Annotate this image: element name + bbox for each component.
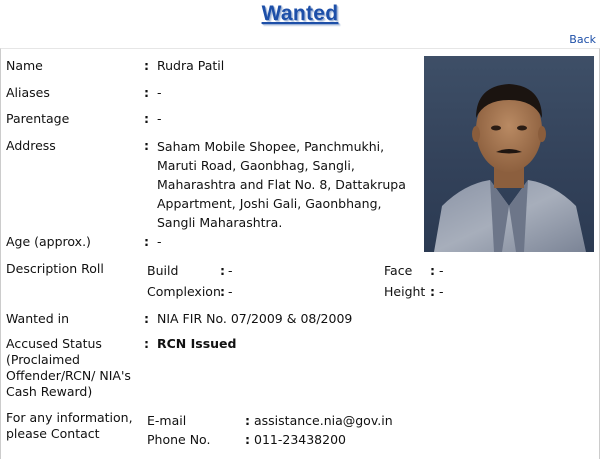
- face-label: Face: [384, 263, 413, 278]
- wanted-in-label: Wanted in: [6, 311, 70, 326]
- contact-label-line: please Contact: [6, 426, 100, 441]
- colon: :: [144, 311, 149, 326]
- page-title: Wanted: [261, 2, 339, 25]
- address-line: Saham Mobile Shopee, Panchmukhi,: [157, 139, 385, 154]
- build-value: -: [228, 263, 233, 278]
- address-line: Maruti Road, Gaonbhag, Sangli,: [157, 158, 355, 173]
- address-line: Maharashtra and Flat No. 8, Dattakrupa: [157, 177, 406, 192]
- address-line: Sangli Maharashtra.: [157, 215, 283, 230]
- face-value: -: [439, 263, 444, 278]
- description-label: Description Roll: [6, 261, 104, 276]
- colon: :: [245, 413, 250, 428]
- phone-value: 011-23438200: [254, 432, 346, 447]
- contact-label: [6, 410, 133, 442]
- status-label-line: Offender/RCN/ NIA's: [6, 368, 131, 383]
- colon: :: [144, 58, 149, 73]
- colon: :: [220, 263, 225, 278]
- parentage-label: Parentage: [6, 111, 70, 126]
- age-label: Age (approx.): [6, 234, 91, 249]
- build-label: Build: [147, 263, 179, 278]
- colon: :: [144, 138, 149, 153]
- parentage-value: -: [157, 111, 162, 126]
- colon: :: [144, 234, 149, 249]
- complexion-value: -: [228, 284, 233, 299]
- aliases-label: Aliases: [6, 85, 50, 100]
- colon: :: [144, 85, 149, 100]
- colon: :: [430, 263, 435, 278]
- status-label: [6, 336, 131, 400]
- address-line: Appartment, Joshi Gali, Gaonbhang,: [157, 196, 382, 211]
- status-value: RCN Issued: [157, 336, 237, 351]
- phone-label: Phone No.: [147, 432, 211, 447]
- address-label: Address: [6, 138, 56, 153]
- person-photo-icon: [424, 56, 594, 252]
- colon: :: [144, 336, 149, 351]
- status-label-line: Cash Reward): [6, 384, 93, 399]
- colon: :: [144, 111, 149, 126]
- colon: :: [245, 432, 250, 447]
- height-label: Height: [384, 284, 426, 299]
- status-label-line: Accused Status: [6, 336, 102, 351]
- age-value: -: [157, 234, 162, 249]
- contact-label-line: For any information,: [6, 410, 133, 425]
- email-label: E-mail: [147, 413, 187, 428]
- back-link[interactable]: Back: [569, 33, 596, 46]
- colon: :: [220, 284, 225, 299]
- name-label: Name: [6, 58, 43, 73]
- email-value[interactable]: assistance.nia@gov.in: [254, 413, 393, 428]
- wanted-in-value: NIA FIR No. 07/2009 & 08/2009: [157, 311, 353, 326]
- status-label-line: (Proclaimed: [6, 352, 80, 367]
- aliases-value: -: [157, 85, 162, 100]
- person-photo: [424, 56, 594, 252]
- height-value: -: [439, 284, 444, 299]
- complexion-label: Complexion: [147, 284, 221, 299]
- colon: :: [430, 284, 435, 299]
- address-value: [157, 137, 406, 232]
- name-value: Rudra Patil: [157, 58, 225, 73]
